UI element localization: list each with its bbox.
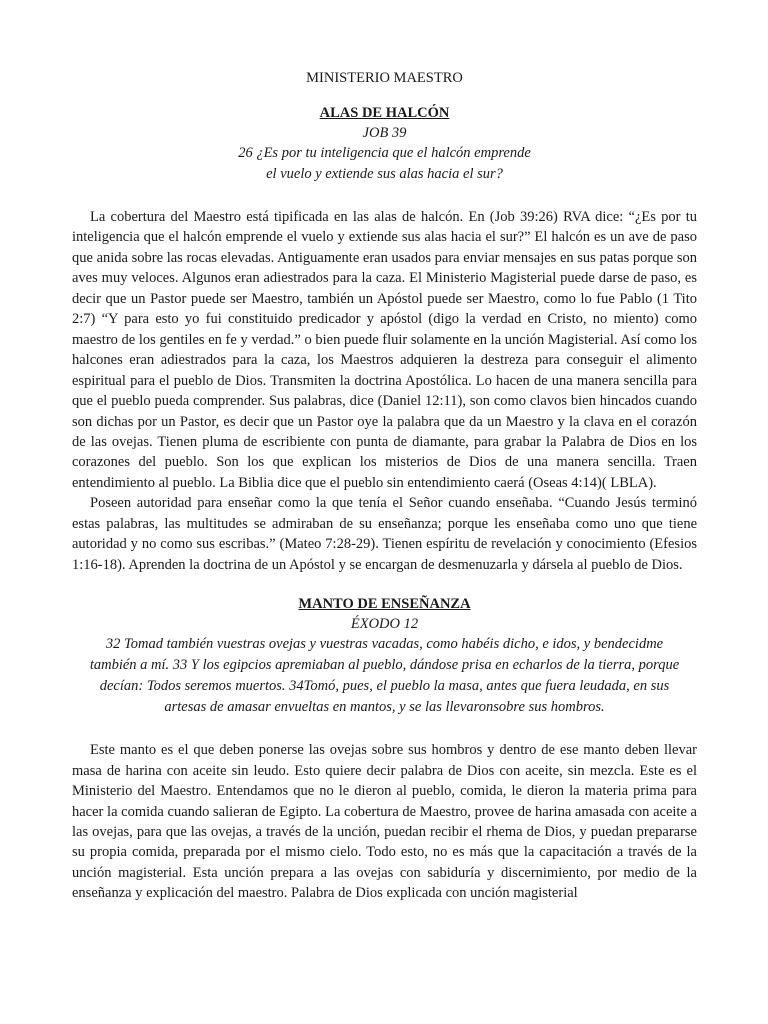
verse-line: 32 Tomad también vuestras ovejas y vuestras vacadas, como habéis dicho, e idos, y bendecidme (105, 636, 664, 653)
scripture-reference-exodo-12: ÉXODO 12 (350, 616, 419, 633)
verse-line: 26 ¿Es por tu inteligencia que el halcón emprende (238, 145, 531, 161)
body-paragraph: La cobertura del Maestro está tipificada en las alas de halcón. En (Job 39:26) RVA dice: “¿Es por tu inteligencia que el halcón emprende el vuelo y extiende sus alas hacia el sur?” El halcón es un ave de paso que anida sobre las rocas elevadas. Antiguamente eran usados para enviar mensajes en sus patas porque son aves muy veloces. Algunos eran adiestrados para la caza. El Ministerio Magisterial puede darse de paso, es decir que un Pastor puede ser Maestro, también un Apóstol puede ser Maestro, como lo fue Pablo (1 Tito 2:7) “Y para esto yo fui constituido predicador y apóstol (digo la verdad en Cristo, no miento) como maestro de los gentiles en fe y verdad.” o bien puede fluir solamente en la unción Magisterial. Así como los halcones eran adiestrados para la caza, los Maestros adquieren la destreza para conseguir el alimento espiritual para el pueblo de Dios. Transmiten la doctrina Apostólica. Lo hacen de una manera sencilla para que el pueblo pueda comprender. Sus palabras, dice (Daniel 12:11), son como clavos bien hincados cuando son dichas por un Pastor, es decir que un Pastor oye la palabra que da un Maestro y la clava en el corazón de las ovejas. Tienen pluma de escribiente con punta de diamante, para grabar la Palabra de Dios en los corazones del pueblo. Son los que explican los misterios de Dios de una manera sencilla. Traen entendimiento al pueblo. La Biblia dice que el pueblo sin entendimiento caerá (Oseas 4:14)( LBLA). (72, 209, 697, 491)
section-heading-manto-de-ensenanza: MANTO DE ENSEÑANZA (298, 596, 471, 613)
document-title: MINISTERIO MAESTRO (306, 70, 463, 86)
document-page (72, 68, 697, 904)
verse-line: también a mí. 33 Y los egipcios apremiaban al pueblo, dándose prisa en echarlos de la tierra, porque (89, 657, 680, 674)
section-heading-alas-de-halcon: ALAS DE HALCÓN (319, 105, 450, 121)
body-paragraph: Este manto es el que deben ponerse las ovejas sobre sus hombros y dentro de ese manto deben llevar masa de harina con aceite sin leudo. Esto quiere decir palabra de Dios con aceite, sin mezcla. Este es el Ministerio del Maestro. Entendamos que no le dieron al pueblo, comida, le dieron la materia prima para hacer la comida cuando salieran de Egipto. La cobertura de Maestro, provee de harina amasada con aceite a las ovejas, para que las ovejas, a través de la unción, puedan recibir el rhema de Dios, y puedan prepararse su propia comida, preparada por el mismo cielo. Todo esto, no es más que la capacitación a través de la unción magisterial. Esta unción prepara a las ovejas con sabiduría y discernimiento, por medio de la enseñanza y explicación del maestro. Palabra de Dios explicada con unción magisterial (72, 742, 697, 902)
scripture-quote-job-39 (72, 143, 697, 185)
scripture-quote-exodo-12 (72, 634, 697, 718)
body-paragraph: Poseen autoridad para enseñar como la que tenía el Señor cuando enseñaba. “Cuando Jesús terminó estas palabras, las multitudes se admiraban de su enseñanza; porque les enseñaba como uno que tiene autoridad y no como sus escribas.” (Mateo 7:28-29). Tienen espíritu de revelación y conocimiento (Efesios 1:16-18). Aprenden la doctrina de un Apóstol y se encargan de desmenuzarla y dársela al pueblo de Dios. (72, 495, 697, 573)
scripture-reference-job-39: JOB 39 (362, 125, 407, 141)
verse-line: el vuelo y extiende sus alas hacia el sur? (266, 166, 503, 182)
verse-line: artesas de amasar envueltas en mantos, y se las llevaronsobre sus hombros. (164, 699, 605, 716)
verse-line: decían: Todos seremos muertos. 34Tomó, pues, el pueblo la masa, antes que fuera leudada, en sus (99, 678, 670, 695)
